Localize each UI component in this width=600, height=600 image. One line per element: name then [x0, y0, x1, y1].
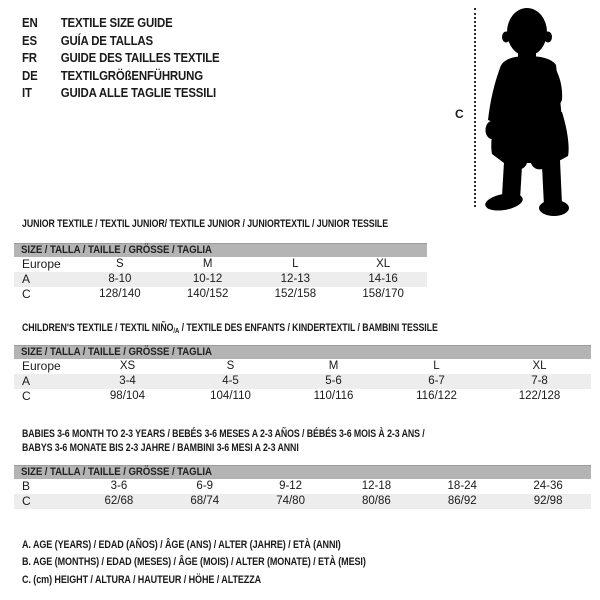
- table-cell: 80/86: [362, 495, 391, 507]
- section-title-line: [22, 321, 438, 338]
- table-cell: 10-12: [192, 273, 223, 285]
- table-cell: 4-5: [222, 375, 239, 387]
- title-text: JUNIOR TEXTILE / TEXTIL JUNIOR/ TEXTILE JUNIOR / JUNIORTEXTIL / JUNIOR TESSILE: [22, 218, 389, 230]
- language-code: FR: [22, 50, 37, 65]
- section-title-junior: [22, 217, 388, 231]
- title-text: / TEXTILE DES ENFANTS / KINDERTEXTIL / BAMBINI TESSILE: [179, 322, 438, 334]
- toddler-silhouette-icon: [482, 4, 582, 218]
- table-cell: 68/74: [190, 495, 220, 507]
- table-row-a: [14, 272, 427, 287]
- height-marker-label: C: [455, 107, 464, 121]
- row-label: A: [22, 272, 31, 286]
- table-cell: 12-13: [280, 273, 311, 285]
- section-title-line: [22, 427, 425, 441]
- table-cell: 122/128: [518, 390, 561, 402]
- language-code: DE: [22, 67, 38, 83]
- section-title-babies: [22, 427, 425, 455]
- table-cell: 6-9: [196, 480, 214, 492]
- subscript-text: /A: [173, 326, 180, 335]
- table-cell: L: [292, 258, 299, 270]
- language-row: [22, 49, 219, 67]
- guide-title-it: GUIDA ALLE TAGLIE TESSILI: [60, 85, 217, 100]
- table-cell: 24-36: [533, 480, 563, 492]
- legend-line: B. AGE (MONTHS) / EDAD (MESES) / ÂGE (MOIS) / ALTER (MONATE) / ETÀ (MESI): [22, 556, 366, 569]
- table-cell: 74/80: [276, 495, 305, 507]
- section-title-children: [22, 321, 438, 338]
- size-header-label: SIZE / TALLA / TAILLE / GRÖSSE / TAGLIA: [21, 346, 212, 358]
- table-cell: 62/68: [104, 495, 134, 507]
- table-row-c: [14, 389, 591, 404]
- table-cell: 7-8: [531, 375, 548, 387]
- guide-title-de: TEXTILGRÖßENFÜHRUNG: [60, 67, 203, 83]
- height-dotted-line: [474, 8, 476, 207]
- table-cell: 116/122: [416, 390, 457, 402]
- table-cell: 86/92: [447, 495, 477, 507]
- row-label: C: [22, 389, 31, 403]
- table-cell: 140/152: [186, 288, 229, 300]
- language-row: [22, 14, 219, 32]
- table-cell: XS: [119, 360, 136, 372]
- row-label: A: [22, 374, 31, 388]
- legend-line: C. (cm) HEIGHT / ALTURA / HAUTEUR / HÖHE / ALTEZZA: [22, 573, 262, 586]
- guide-title-es: GUÍA DE TALLAS: [60, 32, 153, 48]
- section-title-line: [22, 441, 425, 455]
- table-cell: 158/170: [362, 288, 404, 300]
- table-cell: 8-10: [108, 273, 132, 285]
- size-header-bar: [14, 465, 591, 479]
- table-cell: 9-12: [279, 480, 303, 492]
- language-header: [22, 14, 219, 102]
- table-cell: 152/158: [274, 288, 317, 300]
- row-label: Europe: [22, 257, 61, 271]
- table-row-europe: [14, 257, 427, 272]
- language-code: ES: [22, 32, 37, 48]
- table-cell: M: [202, 258, 213, 270]
- size-table-babies: [14, 465, 591, 509]
- title-text: BABIES 3-6 MONTH TO 2-3 YEARS / BEBÉS 3-6 MESES A 2-3 AÑOS / BÉBÉS 3-6 MOIS À 2-3 ANS /: [22, 428, 425, 440]
- table-cell: S: [116, 258, 124, 270]
- row-label: B: [22, 479, 31, 493]
- table-cell: 98/104: [109, 390, 146, 402]
- row-label: C: [22, 287, 31, 301]
- table-cell: 104/110: [210, 390, 251, 402]
- table-row-b: [14, 479, 591, 494]
- row-label: Europe: [22, 359, 61, 373]
- table-cell: M: [328, 360, 339, 372]
- table-row-europe: [14, 359, 591, 374]
- table-cell: 92/98: [533, 495, 563, 507]
- language-row: [22, 32, 219, 50]
- table-cell: 12-18: [361, 480, 392, 492]
- table-cell: L: [433, 360, 440, 372]
- table-row-a: [14, 374, 591, 389]
- section-title-line: [22, 217, 388, 231]
- language-row: [22, 84, 219, 102]
- table-cell: XL: [532, 360, 547, 372]
- table-cell: XL: [376, 258, 391, 270]
- size-table-junior: [14, 243, 427, 302]
- table-cell: 3-6: [110, 480, 128, 492]
- language-code: IT: [22, 85, 32, 100]
- size-header-bar: [14, 345, 591, 359]
- table-cell: 5-6: [325, 375, 342, 387]
- table-row-c: [14, 494, 591, 509]
- size-header-bar: [14, 243, 427, 257]
- legend-line: A. AGE (YEARS) / EDAD (AÑOS) / ÂGE (ANS) / ALTER (JAHRE) / ETÀ (ANNI): [22, 539, 341, 551]
- table-cell: 14-16: [368, 273, 398, 285]
- table-cell: 3-4: [119, 375, 136, 387]
- table-cell: 6-7: [428, 375, 445, 387]
- guide-title-fr: GUIDE DES TAILLES TEXTILE: [60, 50, 220, 65]
- table-cell: S: [226, 360, 235, 372]
- language-code: EN: [22, 15, 38, 30]
- row-label: C: [22, 494, 31, 508]
- title-text: CHILDREN'S TEXTILE / TEXTIL NIÑO: [22, 322, 174, 334]
- size-table-children: [14, 345, 591, 404]
- table-cell: 128/140: [99, 288, 141, 300]
- guide-title-en: TEXTILE SIZE GUIDE: [60, 15, 173, 30]
- title-text: BABYS 3-6 MONATE BIS 2-3 JAHRE / BAMBINI 3-6 MESI A 2-3 ANNI: [22, 442, 299, 455]
- measurement-legend: [22, 537, 366, 589]
- language-row: [22, 67, 219, 85]
- table-cell: 18-24: [447, 480, 477, 492]
- table-row-c: [14, 287, 427, 302]
- table-cell: 110/116: [313, 390, 354, 402]
- size-header-label: SIZE / TALLA / TAILLE / GRÖSSE / TAGLIA: [21, 244, 212, 256]
- size-header-label: SIZE / TALLA / TAILLE / GRÖSSE / TAGLIA: [21, 466, 212, 478]
